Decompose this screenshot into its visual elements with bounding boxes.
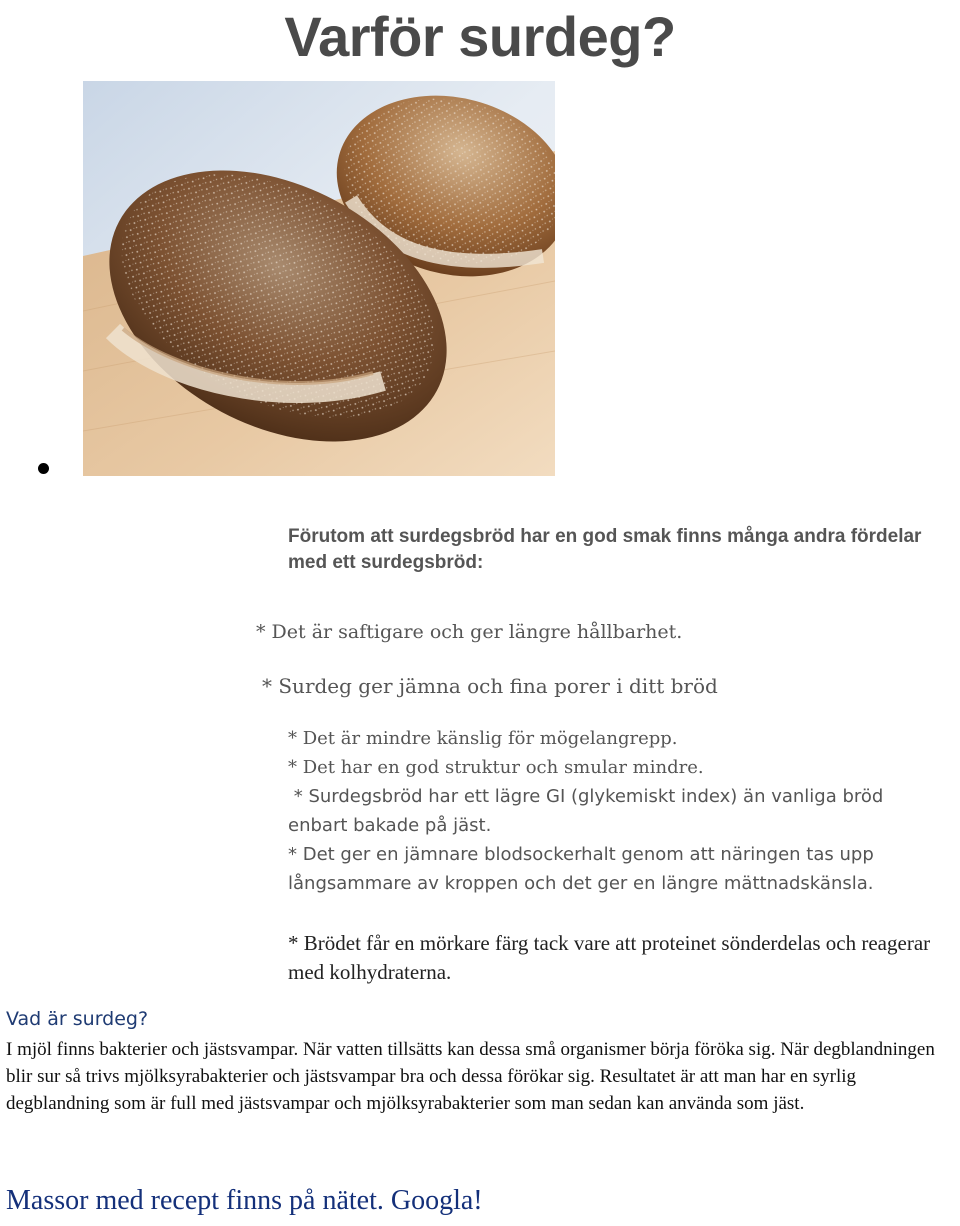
benefit-item: * Det är saftigare och ger längre hållbarhet. <box>256 621 683 643</box>
benefit-item: * Brödet får en mörkare färg tack vare att proteinet sönderdelas och reagerar med kolhydraterna. <box>288 931 931 984</box>
section-heading: Vad är surdeg? <box>6 1008 149 1030</box>
footer-text: Massor med recept finns på nätet. Googla! <box>6 1185 483 1216</box>
list-bullet <box>38 463 49 474</box>
benefit-item: * Det har en god struktur och smular mindre. <box>288 757 704 778</box>
benefit-item: * Det är mindre känslig för mögelangrepp. <box>288 728 678 749</box>
benefit-item: * Surdegsbröd har ett lägre GI (glykemiskt index) än vanliga bröd enbart bakade på jäst. <box>288 786 890 836</box>
benefit-item: * Det ger en jämnare blodsockerhalt genom att näringen tas upp långsammare av kroppen och det ger en längre mättnadskänsla. <box>288 844 874 894</box>
bread-photo <box>83 81 555 476</box>
section-body: I mjöl finns bakterier och jästsvampar. När vatten tillsätts kan dessa små organismer börja föröka sig. När degblandningen blir sur så trivs mjölksyrabakterier och jästsvampar bra och dessa förökar sig. Resultatet är att man har en syrlig degblandning som är full med jästsvampar och mjölksyrabakterier som man sedan kan använda som jäst. <box>6 1039 935 1114</box>
page-title: Varför surdeg? <box>284 5 676 68</box>
intro-text: Förutom att surdegsbröd har en god smak finns många andra fördelar med ett surdegsbröd: <box>288 526 922 573</box>
benefit-list <box>288 724 948 898</box>
benefit-item: * Surdeg ger jämna och fina porer i ditt bröd <box>262 674 718 698</box>
